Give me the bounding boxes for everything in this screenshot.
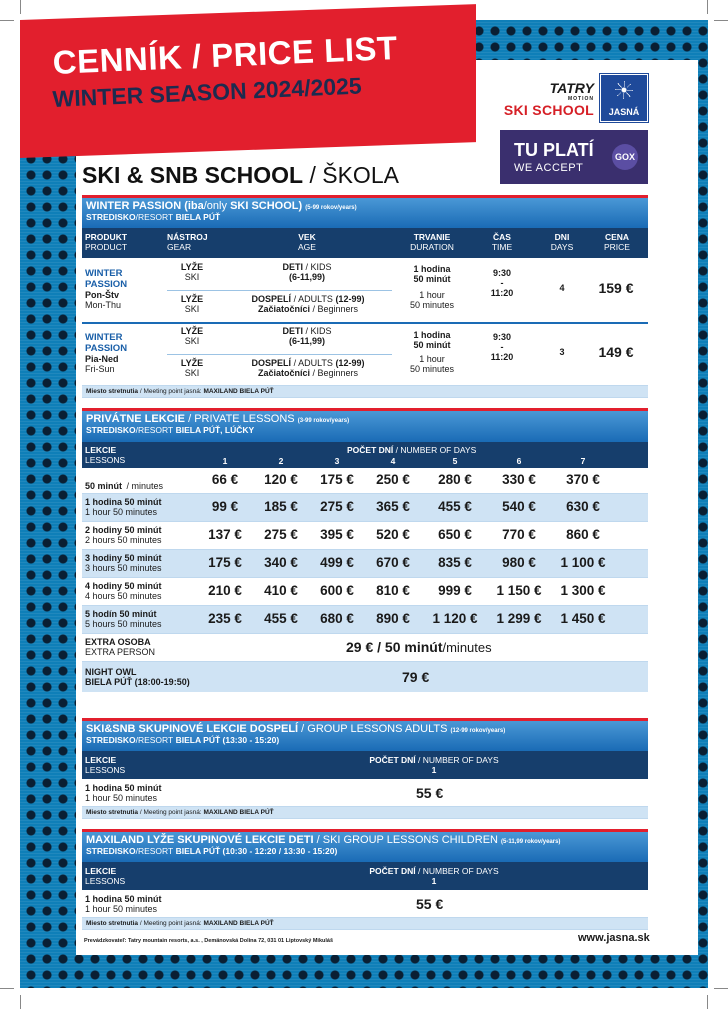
price-value: 149 € [598,344,634,360]
price-value: 159 € [598,280,634,296]
private-lessons-section [82,408,648,692]
crop-mark [714,988,728,989]
price-cell: 410 € [264,583,298,598]
crop-mark [707,0,708,14]
meeting-point: Miesto stretnutia / Meeting point jasná: MAXILAND BIELA PÚŤ [82,918,648,930]
table-row: 1 hodina 50 minút 1 hour 50 minutes 55 € [82,890,648,918]
table-row [82,606,648,634]
table-row [82,578,648,606]
table-header: LEKCIE LESSONS POČET DNÍ / NUMBER OF DAYS 1 [82,862,648,890]
price-cell: 835 € [438,555,472,570]
price-cell: 650 € [438,527,472,542]
price-cell: 250 € [376,472,410,487]
crop-mark [20,0,21,14]
section-header: SKI&SNB SKUPINOVÉ LEKCIE DOSPELÍ / GROUP LESSONS ADULTS (12-99 rokov/years) STREDISKO/RESORT BIELA PÚŤ (13:30 - 15:20) [82,718,648,751]
banner-text [52,28,472,113]
crop-mark [20,995,21,1009]
lesson-duration-label: 1 hodina 50 minút 1 hour 50 minutes [85,497,162,517]
price-cell: 1 150 € [496,583,542,598]
school-heading: SKI & SNB SCHOOL / ŠKOLA [82,162,399,188]
lesson-duration-label: 5 hodín 50 minút 5 hours 50 minutes [85,609,162,629]
price-cell: 630 € [566,499,600,514]
lesson-duration-label: 2 hodiny 50 minút 2 hours 50 minutes [85,525,162,545]
table-row [82,550,648,578]
season-subtitle: WINTER SEASON 2024/2025 [52,72,363,112]
table-row: 1 hodina 50 minút 1 hour 50 minutes 55 € [82,779,648,807]
operator-info: Prevádzkovateľ: Tatry mountain resorts, a.s. , Demänovská Dolina 72, 031 01 Liptovský Mikuláš [84,938,334,944]
price-cell: 1 299 € [496,611,542,626]
price-cell: 770 € [502,527,536,542]
table-header: PRODUKT PRODUCT NÁSTROJ GEAR VEK AGE TRVANIE DURATION ČAS TIME DNI DAYS CENA PRICE [82,228,648,258]
gox-logo-icon: GOX [612,144,638,170]
price-cell: 370 € [566,472,600,487]
lesson-duration-label: 3 hodiny 50 minút 3 hours 50 minutes [85,553,162,573]
price-cell: 99 € [211,499,239,514]
group-children-section [82,829,648,930]
section-header: MAXILAND LYŽE SKUPINOVÉ LEKCIE DETI / SKI GROUP LESSONS CHILDREN (5-11,99 rokov/years) STREDISKO/RESORT BIELA PÚŤ (10:30 - 12:20 / 13:30 - 15:20) [82,829,648,862]
tatry-ski-school-logo: TATRY MOTION SKI SCHOOL [503,80,594,118]
price-cell: 1 450 € [560,611,606,626]
price-cell: 275 € [264,527,298,542]
table-header: LEKCIE LESSONS POČET DNÍ / NUMBER OF DAYS 1 [82,751,648,779]
price-cell: 810 € [376,583,410,598]
winter-passion-section [82,195,648,398]
price-cell: 1 300 € [560,583,606,598]
price-cell: 395 € [320,527,354,542]
snowflake-icon [615,81,633,99]
price-cell: 330 € [502,472,536,487]
section-header: PRIVÁTNE LEKCIE / PRIVATE LESSONS (3-99 rokov/years) STREDISKO/RESORT BIELA PÚŤ, LÚČKY [82,408,648,442]
lesson-duration-label: 50 minút / minutes [85,481,163,491]
table-row [82,494,648,522]
price-cell: 275 € [320,499,354,514]
price-cell: 137 € [208,527,242,542]
day-number-header: 5 [452,456,458,466]
price-cell: 455 € [438,499,472,514]
private-lessons-table [82,468,648,634]
price-cell: 540 € [502,499,536,514]
price-cell: 520 € [376,527,410,542]
jasna-logo: JASNÁ [600,74,648,122]
table-row: WINTER PASSION Pon-Štv Mon-Thu LYŽE SKI LYŽE SKI DETI / KIDS (6-11,99) DOSPELÍ / ADULTS (12-99) Začiatočníci / Beginners 1 hodina 50 minút 1 hour 50 minutes 9:30 - 11:20 4 159 € [82,258,648,324]
price-cell: 175 € [320,472,354,487]
price-cell: 455 € [264,611,298,626]
section-header: WINTER PASSION (iba/only SKI SCHOOL) (5-99 rokov/years) STREDISKO/RESORT BIELA PÚŤ [82,195,648,228]
page-title: CENNÍK / PRICE LIST [52,28,399,81]
lesson-duration-label: 4 hodiny 50 minút 4 hours 50 minutes [85,581,162,601]
price-cell: 120 € [264,472,298,487]
table-row [82,522,648,550]
day-number-header: 3 [334,456,340,466]
price-cell: 670 € [376,555,410,570]
crop-mark [707,995,708,1009]
price-cell: 185 € [264,499,298,514]
price-cell: 999 € [438,583,472,598]
meeting-point: Miesto stretnutia / Meeting point jasná: MAXILAND BIELA PÚŤ [82,807,648,819]
price-cell: 680 € [320,611,354,626]
price-cell: 365 € [376,499,410,514]
day-number-header: 4 [390,456,396,466]
price-cell: 340 € [264,555,298,570]
price-cell: 980 € [502,555,536,570]
day-number-header: 2 [278,456,284,466]
extra-person-row: EXTRA OSOBA EXTRA PERSON 29 € / 50 minút/minutes [82,634,648,662]
price-cell: 600 € [320,583,354,598]
price-cell: 210 € [208,583,242,598]
day-number-header: 7 [580,456,586,466]
group-adults-section [82,718,648,819]
price-cell: 890 € [376,611,410,626]
crop-mark [0,20,14,21]
meeting-point: Miesto stretnutia / Meeting point jasná: MAXILAND BIELA PÚŤ [82,386,648,398]
crop-mark [0,988,14,989]
price-cell: 235 € [208,611,242,626]
table-row: WINTER PASSION Pia-Ned Fri-Sun LYŽE SKI LYŽE SKI DETI / KIDS (6-11,99) DOSPELÍ / ADULTS (12-99) Začiatočníci / Beginners 1 hodina 50 minút 1 hour 50 minutes 9:30 - 11:20 3 149 € [82,324,648,386]
price-cell: 280 € [438,472,472,487]
table-row [82,468,648,494]
night-owl-row: NIGHT OWL BIELA PÚŤ (18:00-19:50) 79 € [82,662,648,692]
crop-mark [714,20,728,21]
day-number-header: 6 [516,456,522,466]
day-number-header: 1 [222,456,228,466]
price-cell: 66 € [211,472,239,487]
price-cell: 1 100 € [560,555,606,570]
price-value: 55 € [416,785,444,801]
website-link[interactable]: www.jasna.sk [578,932,650,944]
price-cell: 175 € [208,555,242,570]
price-cell: 860 € [566,527,600,542]
price-cell: 1 120 € [432,611,478,626]
price-value: 55 € [416,896,444,912]
table-header: LEKCIE LESSONS POČET DNÍ / NUMBER OF DAYS 1 2 3 4 5 6 7 [82,442,648,468]
gox-accept-badge: TU PLATÍ WE ACCEPT GOX [500,130,648,184]
price-cell: 499 € [320,555,354,570]
